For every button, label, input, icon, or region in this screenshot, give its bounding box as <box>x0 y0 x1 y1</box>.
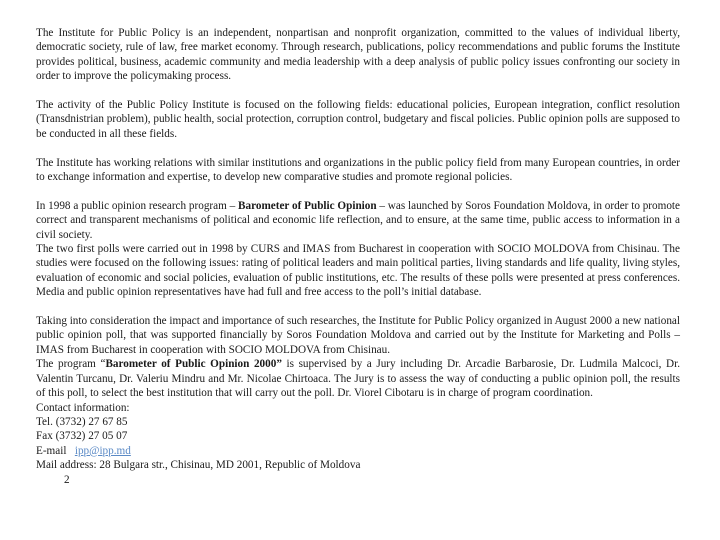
contact-telephone: Tel. (3732) 27 67 85 <box>36 415 128 428</box>
contact-email-label: E-mail <box>36 444 75 457</box>
page-number: 2 <box>64 473 70 486</box>
contact-mail-address: Mail address: 28 Bulgara str., Chisinau, MD 2001, Republic of Moldova <box>36 459 361 472</box>
jury-text-start: The program “ <box>36 358 106 371</box>
barometer-launch-text-end: – was launched by Soros Foundation Moldova, in order to promote correct and transparent mechanisms of political and economic life reflection, and to ensure, at the same time, public access to information in a civil society. <box>36 199 680 241</box>
contact-heading: Contact information: <box>36 401 130 414</box>
paragraph-barometer-launch <box>36 199 680 242</box>
paragraph-activity-fields: The activity of the Public Policy Institute is focused on the following fields: educational policies, European integration, conflict resolution (Transdnistrian problem), public health, social protection, corruption control, budgetary and fiscal policies. Public opinion polls are supposed to be conducted in all these fields. <box>36 99 680 140</box>
barometer-launch-text-start: In 1998 a public opinion research program – <box>36 199 239 212</box>
paragraph-first-polls: The two first polls were carried out in 1998 by CURS and IMAS from Bucharest in cooperation with SOCIO MOLDOVA from Chisinau. The studies were focused on the following issues: rating of political leaders and main political parties, living standards and life quality, living styles, evaluation of economic and social policies, evaluation of public institutions, etc. The results of these polls were presented at press conferences. Media and public opinion representatives have had full and free access to the poll’s initial database. <box>36 243 680 299</box>
contact-email-row <box>36 444 680 458</box>
contact-block <box>36 401 680 487</box>
paragraph-jury <box>36 357 680 400</box>
paragraph-institute-intro: The Institute for Public Policy is an independent, nonpartisan and nonprofit organization, committed to the values of individual liberty, democratic society, rule of law, free market economy. Through research, publications, policy recommendations and public forums the Institute provides political, business, academic community and media leadership with a deep analysis of public policy issues confronting our society in order to improve the policymaking process. <box>36 27 680 83</box>
contact-fax: Fax (3732) 27 05 07 <box>36 430 128 443</box>
jury-text-end: is supervised by a Jury including Dr. Arcadie Barbarosie, Dr. Ludmila Malcoci, Dr. Valentin Turcanu, Dr. Valeriu Mindru and Mr. Nicolae Chirtoaca. The Jury is to assess the way of conducting a public opinion poll, the results of this poll, to select the best institution that will carry out the poll. Dr. Viorel Cibotaru is in charge of program coordination. <box>36 358 680 400</box>
barometer-program-name: Barometer of Public Opinion <box>238 199 377 212</box>
barometer-2000-program-name: Barometer of Public Opinion 2000” <box>105 358 282 371</box>
paragraph-working-relations: The Institute has working relations with similar institutions and organizations in the public policy field from many European countries, in order to exchange information and expertise, to develop new comparative studies and promote regional policies. <box>36 156 680 184</box>
document-page <box>36 26 680 487</box>
contact-email-link[interactable]: ipp@ipp.md <box>74 444 131 457</box>
paragraph-national-poll-2000: Taking into consideration the impact and importance of such researches, the Institute for Public Policy organized in August 2000 a new national public opinion poll, that was supported financially by Soros Foundation Moldova and carried out by the Institute for Marketing and Polls – IMAS from Bucharest in cooperation with SOCIO MOLDOVA from Chisinau. <box>36 315 680 356</box>
